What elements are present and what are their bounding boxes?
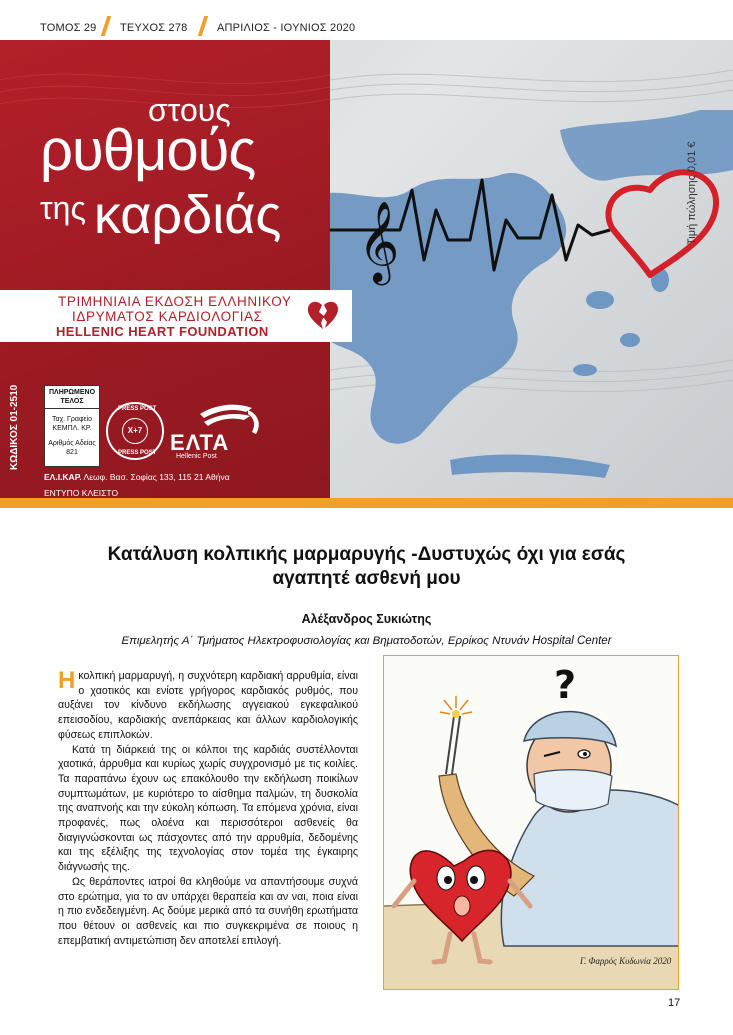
postage-paid-office: Ταχ. Γραφείο ΚΕΜΠΛ. ΚΡ.: [51, 416, 93, 432]
page-number: 17: [668, 997, 681, 1009]
magazine-title-line3: [40, 185, 282, 245]
article-title-line1: Κατάλυση κολπικής μαρμαρυγής -Δυστυχώς όχι για εσάς: [107, 544, 626, 565]
publisher-name: ΕΛ.Ι.ΚΑΡ.: [44, 472, 82, 482]
cartoon-signature: Γ. Φαρρός Κυδωνία 2020: [580, 956, 672, 966]
press-post-stamp: [106, 402, 164, 460]
foundation-english-name: HELLENIC HEART FOUNDATION: [56, 324, 269, 339]
foundation-banner: [0, 290, 352, 342]
paragraph-1: [58, 669, 358, 743]
elta-subtitle: Hellenic Post: [176, 453, 217, 460]
paragraph-3: Ως θεράποντες ιατροί θα κληθούμε να απαντήσουμε συχνά στο ερώτημα, για το αν υπάρχει θεραπεία και αν ναι, ποια είναι η πιο ενδεδειγμένη. Ας δούμε μερικά από τα συνήθη ερωτήματα που θέτουν οι ασθενείς και πιο συγκεκριμένα σε ποιους η επεμβατική αντιμετώπιση δεν αποτελεί επιλογή.: [58, 875, 358, 947]
svg-text:?: ?: [554, 663, 577, 707]
doctor-heart-cartoon: [384, 656, 679, 990]
issue-header: [0, 0, 733, 40]
paragraph-2: Κατά τη διάρκειά της οι κόλποι της καρδιάς συστέλλονται χαοτικά, άρρυθμα και κυρίως χωρίς συγχρονισμό με τις κοιλίες. Τα παραπάνω έχουν ως επακόλουθο την εκδήλωση ποικίλων συμπτωμάτων, με κυριότερο το αίσθημα παλμών, τη δυσκολία της αναπνοής και την εύκολη κόπωση. Τα επόμενα χρόνια, είναι προφανές, πως ολοένα και περισσότεροι ασθενείς θα διαγιγνώσκονται ως πάσχοντες από την αρρυθμία, δεδομένης και της εξέλιξης της τεχνολογίας στον τομέα της έγκαιρης διάγνωσής της.: [58, 743, 358, 874]
press-post-center-text: X+7: [122, 418, 148, 444]
magazine-title-word3: της: [40, 190, 86, 226]
printed-matter-label: ΕΝΤΥΠΟ ΚΛΕΙΣΤΟ: [44, 488, 119, 498]
press-post-top-text: PRESS POST: [118, 406, 157, 412]
header-divider: [101, 16, 111, 36]
article-title-line2: αγαπητέ ασθενή μου: [272, 568, 461, 589]
article-title: [40, 543, 693, 591]
author-affiliation: Επιμελητής Α΄ Τμήματος Ηλεκτροφυσιολογίας και Βηματοδοτών, Ερρίκος Ντυνάν Hospital Center: [121, 635, 612, 647]
header-divider: [198, 16, 208, 36]
article-body: [58, 669, 358, 948]
foundation-line2: ΙΔΡΥΜΑΤΟΣ ΚΑΡΔΙΟΛΟΓΙΑΣ: [72, 309, 263, 324]
press-post-bottom-text: PRESS POST: [118, 450, 157, 456]
price-label: Τιμή πώλησης 0,01 €: [686, 141, 698, 245]
magazine-title-word4: καρδιάς: [93, 185, 282, 245]
foundation-line1: ΤΡΙΜΗΝΙΑΙΑ ΕΚΔΟΣΗ ΕΛΛΗΝΙΚΟΥ: [58, 294, 292, 309]
issue-label: ΤΕΥΧΟΣ 278: [120, 22, 188, 34]
elta-logo-text: ΕΛΤΑ: [170, 430, 230, 455]
orange-divider: [0, 498, 733, 508]
period-label: ΑΠΡΙΛΙΟΣ - ΙΟΥΝΙΟΣ 2020: [217, 22, 356, 34]
postage-paid-title: ΠΛΗΡΩΜΕΝΟ ΤΕΛΟΣ: [45, 386, 99, 409]
magazine-title-word1: στους: [148, 92, 231, 128]
drop-cap: Η: [58, 667, 76, 694]
publisher-street: Λεωφ. Βασ. Σοφίας 133, 115 21 Αθήνα: [81, 472, 230, 482]
broken-heart-logo-icon: [306, 298, 340, 332]
article-author: Αλέξανδρος Συκιώτης: [301, 612, 432, 626]
cover-banner: [0, 40, 733, 498]
magazine-title-word2: ρυθμούς: [40, 118, 256, 183]
publisher-address: [44, 472, 230, 482]
postal-code-label: ΚΩΔΙΚΟΣ 01-2510: [9, 384, 20, 470]
postage-paid-permit: Αριθμός Αδείας 821: [48, 440, 96, 456]
cartoon-illustration: [383, 655, 679, 990]
svg-text:𝄞: 𝄞: [358, 200, 400, 282]
paragraph-1-text: κολπική μαρμαρυγή, η συχνότερη καρδιακή αρρυθμία, είναι ο χαοτικός και ενίοτε γρήγορος καρδιακός ρυθμός, που αυξάνει τον κίνδυνο εκδήλωσης αγγειακού εγκεφαλικού επεισοδίου, καρδιακής ανεπάρκειας και άλλων καρδιολογικής φύσεως επιπλοκών.: [58, 670, 358, 741]
volume-label: ΤΟΜΟΣ 29: [40, 22, 97, 34]
postage-paid-box: [44, 385, 100, 467]
